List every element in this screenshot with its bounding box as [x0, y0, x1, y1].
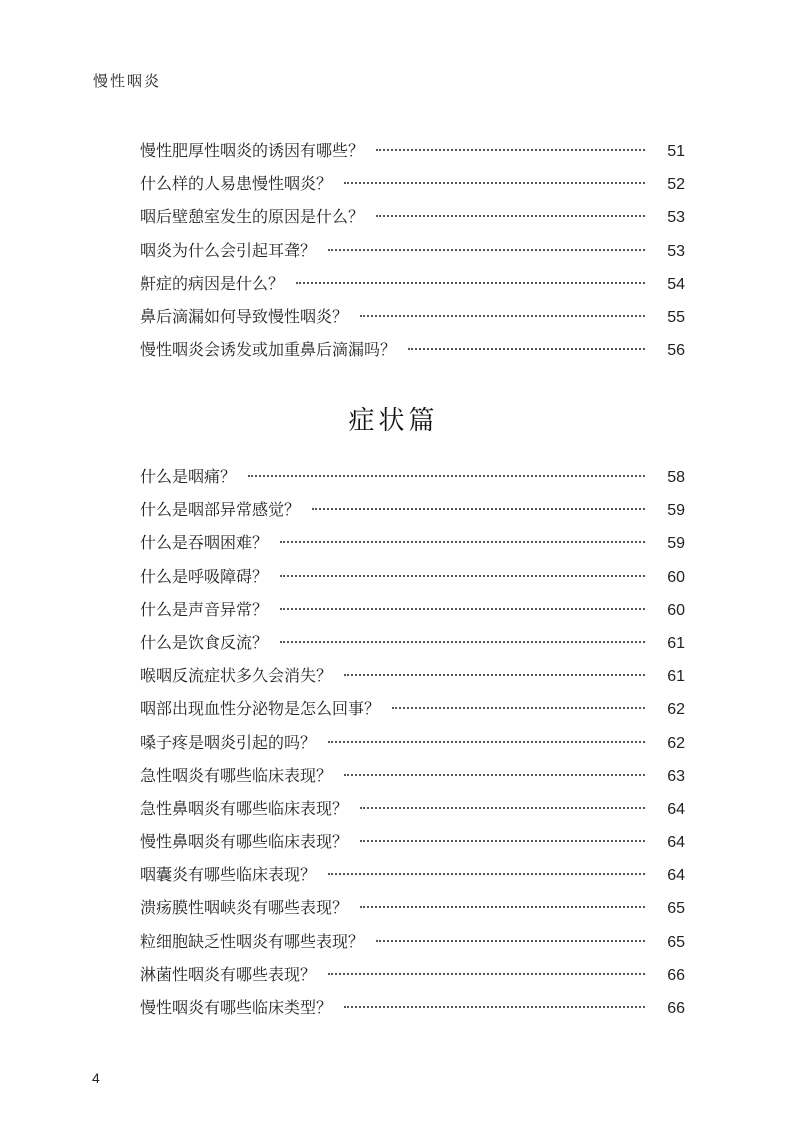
toc-entry-page: 66 — [667, 1000, 685, 1017]
toc-entry[interactable] — [140, 825, 685, 858]
toc-entry-title: 什么是咽部异常感觉？ — [140, 500, 301, 520]
toc-entry-title: 慢性咽炎有哪些临床类型？ — [140, 998, 333, 1017]
toc-dot-leader — [328, 249, 645, 251]
toc-dot-leader — [248, 475, 645, 477]
toc-entry[interactable] — [140, 759, 685, 792]
toc-entry-page: 52 — [667, 176, 685, 194]
toc-dot-leader — [312, 508, 645, 510]
toc-entry[interactable] — [140, 891, 685, 924]
toc-entry-title: 鼾症的病因是什么？ — [140, 273, 285, 293]
toc-entry[interactable] — [140, 167, 685, 200]
toc-dot-leader — [408, 348, 645, 350]
toc-entry[interactable] — [140, 726, 685, 759]
toc-entry[interactable] — [140, 300, 685, 333]
toc-entry[interactable] — [140, 626, 685, 659]
toc-dot-leader — [296, 282, 645, 284]
toc-entry-title: 什么是饮食反流？ — [140, 632, 269, 652]
toc-entry-page: 59 — [667, 502, 685, 520]
toc-entry-title: 什么是吞咽困难？ — [140, 533, 269, 553]
page-number: 4 — [92, 1070, 100, 1086]
toc-entry[interactable] — [140, 593, 685, 626]
toc-entry-title: 嗓子疼是咽炎引起的吗？ — [140, 732, 317, 752]
toc-entry[interactable] — [140, 659, 685, 692]
toc-entry-page: 63 — [667, 767, 685, 785]
toc-dot-leader — [360, 906, 645, 908]
toc-list-part2 — [140, 460, 685, 1024]
toc-entry-title: 什么样的人易患慢性咽炎？ — [140, 174, 333, 194]
toc-entry-title: 慢性咽炎会诱发或加重鼻后滴漏吗？ — [140, 340, 397, 360]
toc-entry-page: 53 — [667, 242, 685, 260]
toc-entry-page: 62 — [667, 701, 685, 719]
toc-entry-page: 59 — [667, 535, 685, 553]
toc-dot-leader — [376, 149, 645, 151]
toc-dot-leader — [392, 707, 645, 709]
toc-entry[interactable] — [140, 267, 685, 300]
running-header: 慢性咽炎 — [93, 72, 162, 90]
toc-entry[interactable] — [140, 925, 685, 958]
toc-dot-leader — [280, 541, 645, 543]
toc-dot-leader — [360, 840, 645, 842]
toc-entry[interactable] — [140, 493, 685, 526]
toc-entry-title: 急性鼻咽炎有哪些临床表现？ — [140, 798, 349, 818]
toc-dot-leader — [328, 973, 645, 975]
toc-entry[interactable] — [140, 200, 685, 233]
toc-entry-title: 粒细胞缺乏性咽炎有哪些表现？ — [140, 931, 365, 951]
toc-entry-page: 61 — [667, 668, 685, 686]
toc-entry-title: 咽后壁憩室发生的原因是什么？ — [140, 207, 365, 227]
toc-entry[interactable] — [140, 526, 685, 559]
toc-entry-title: 溃疡膜性咽峡炎有哪些表现？ — [140, 898, 349, 918]
toc-entry-page: 66 — [667, 966, 685, 984]
toc-dot-leader — [328, 873, 645, 875]
toc-entry[interactable] — [140, 858, 685, 891]
toc-list-part1 — [140, 134, 685, 366]
toc-entry-title: 慢性鼻咽炎有哪些临床表现？ — [140, 832, 349, 852]
toc-dot-leader — [360, 807, 645, 809]
toc-entry-page: 64 — [667, 867, 685, 885]
toc-entry-title: 慢性肥厚性咽炎的诱因有哪些？ — [140, 141, 365, 160]
toc-entry[interactable] — [140, 460, 685, 493]
toc-dot-leader — [344, 674, 645, 676]
toc-entry-title: 鼻后滴漏如何导致慢性咽炎？ — [140, 306, 349, 326]
toc-entry-title: 淋菌性咽炎有哪些表现？ — [140, 964, 317, 984]
toc-dot-leader — [344, 182, 645, 184]
toc-entry[interactable] — [140, 792, 685, 825]
toc-entry[interactable] — [140, 234, 685, 267]
toc-entry-page: 64 — [667, 834, 685, 852]
toc-entry-title: 什么是咽痛？ — [140, 467, 237, 486]
toc-entry-title: 什么是声音异常？ — [140, 599, 269, 619]
toc-entry-page: 53 — [667, 209, 685, 227]
toc-entry-page: 62 — [667, 734, 685, 752]
toc-entry-title: 什么是呼吸障碍？ — [140, 566, 269, 586]
toc-entry-title: 喉咽反流症状多久会消失？ — [140, 666, 333, 686]
toc-dot-leader — [344, 1006, 645, 1008]
toc-entry-page: 61 — [667, 634, 685, 652]
toc-entry-page: 56 — [667, 342, 685, 360]
toc-dot-leader — [360, 315, 645, 317]
toc-entry[interactable] — [140, 560, 685, 593]
toc-entry[interactable] — [140, 991, 685, 1024]
toc-entry-page: 54 — [667, 275, 685, 293]
toc-dot-leader — [280, 608, 645, 610]
toc-entry-page: 58 — [667, 469, 685, 486]
toc-entry-page: 65 — [667, 933, 685, 951]
toc-dot-leader — [280, 575, 645, 577]
toc-dot-leader — [328, 741, 645, 743]
toc-entry[interactable] — [140, 958, 685, 991]
toc-entry-page: 64 — [667, 800, 685, 818]
toc-entry-page: 65 — [667, 900, 685, 918]
toc-dot-leader — [344, 774, 645, 776]
section-heading: 症状篇 — [348, 406, 439, 436]
toc-entry-title: 急性咽炎有哪些临床表现？ — [140, 765, 333, 785]
toc-entry[interactable] — [140, 692, 685, 725]
toc-entry-page: 51 — [667, 143, 685, 160]
toc-entry[interactable] — [140, 333, 685, 366]
toc-entry-page: 60 — [667, 601, 685, 619]
toc-entry-title: 咽炎为什么会引起耳聋？ — [140, 240, 317, 260]
toc-dot-leader — [376, 940, 645, 942]
toc-dot-leader — [376, 215, 645, 217]
toc-entry[interactable] — [140, 134, 685, 167]
toc-entry-title: 咽部出现血性分泌物是怎么回事？ — [140, 699, 381, 719]
toc-entry-page: 60 — [667, 568, 685, 586]
toc-entry-page: 55 — [667, 308, 685, 326]
toc-entry-title: 咽囊炎有哪些临床表现？ — [140, 865, 317, 885]
toc-dot-leader — [280, 641, 645, 643]
